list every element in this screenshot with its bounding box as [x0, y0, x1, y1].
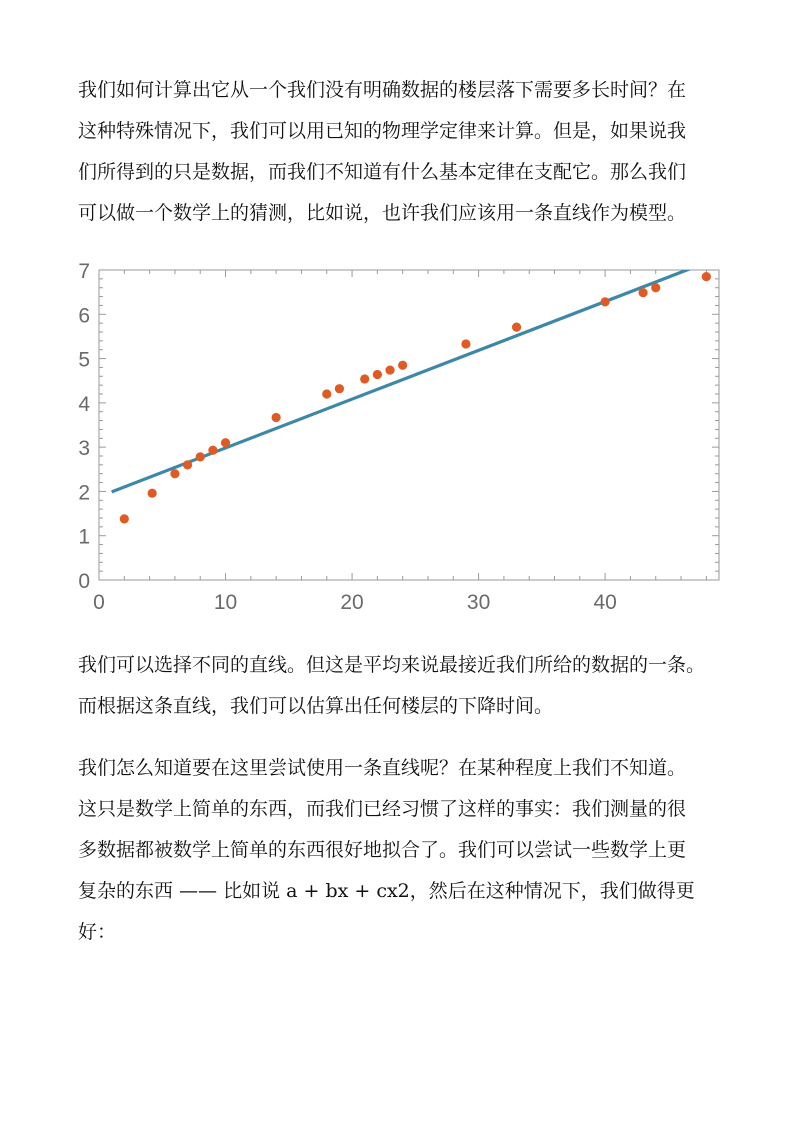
y-tick-label: 4: [78, 392, 90, 416]
x-tick-label: 10: [213, 591, 238, 614]
text-line: 们所得到的只是数据，而我们不知道有什么基本定律在支配它。那么我们: [78, 161, 687, 183]
data-point: [335, 384, 344, 393]
text-line: 好：: [78, 921, 117, 943]
scatter-chart: [66, 258, 726, 618]
y-tick-label: 6: [78, 304, 90, 328]
x-tick-label: 30: [466, 591, 491, 614]
data-point: [208, 446, 217, 455]
data-point: [148, 489, 157, 498]
data-point: [702, 272, 711, 281]
text-line: 多数据都被数学上简单的东西很好地拟合了。我们可以尝试一些数学上更: [78, 839, 687, 861]
y-tick-label: 5: [78, 348, 90, 372]
plot-frame: [99, 270, 719, 580]
text-line: 我们怎么知道要在这里尝试使用一条直线呢？在某种程度上我们不知道。: [78, 757, 687, 779]
paragraph-why-line: [78, 748, 723, 953]
data-point: [398, 361, 407, 370]
x-tick-label: 40: [593, 591, 617, 614]
text-line: 而根据这条直线，我们可以估算出任何楼层的下降时间。: [78, 695, 554, 717]
text-line: 复杂的东西 —— 比如说 a + bx + cx2，然后在这种情况下，我们做得更: [78, 880, 695, 902]
y-tick-label: 3: [78, 437, 90, 461]
data-point: [170, 469, 179, 478]
data-point: [272, 413, 281, 422]
data-point: [183, 460, 192, 469]
data-point: [196, 452, 205, 461]
data-point: [385, 365, 394, 374]
data-point: [373, 370, 382, 379]
y-tick-label: 0: [78, 570, 90, 593]
paragraph-intro: [78, 70, 723, 234]
x-tick-label: 0: [93, 591, 105, 614]
y-tick-label: 2: [78, 481, 90, 505]
data-point: [461, 339, 470, 348]
data-point: [322, 389, 331, 398]
text-line: 我们可以选择不同的直线。但这是平均来说最接近我们所给的数据的一条。: [78, 654, 706, 676]
text-line: 可以做一个数学上的猜测，比如说，也许我们应该用一条直线作为模型。: [78, 202, 687, 224]
y-tick-label: 7: [78, 260, 90, 283]
data-point: [221, 438, 230, 447]
text-line: 我们如何计算出它从一个我们没有明确数据的楼层落下需要多长时间？在: [78, 79, 687, 101]
text-line: 这种特殊情况下，我们可以用已知的物理学定律来计算。但是，如果说我: [78, 120, 687, 142]
paragraph-line-choice: [78, 645, 723, 727]
text-line: 这只是数学上简单的东西，而我们已经习惯了这样的事实：我们测量的很: [78, 798, 687, 820]
data-point: [638, 288, 647, 297]
data-point: [512, 323, 521, 332]
data-point: [601, 297, 610, 306]
data-point: [120, 514, 129, 523]
data-point: [360, 374, 369, 383]
y-tick-label: 1: [78, 525, 90, 549]
data-point: [651, 283, 660, 292]
x-tick-label: 20: [340, 591, 364, 614]
